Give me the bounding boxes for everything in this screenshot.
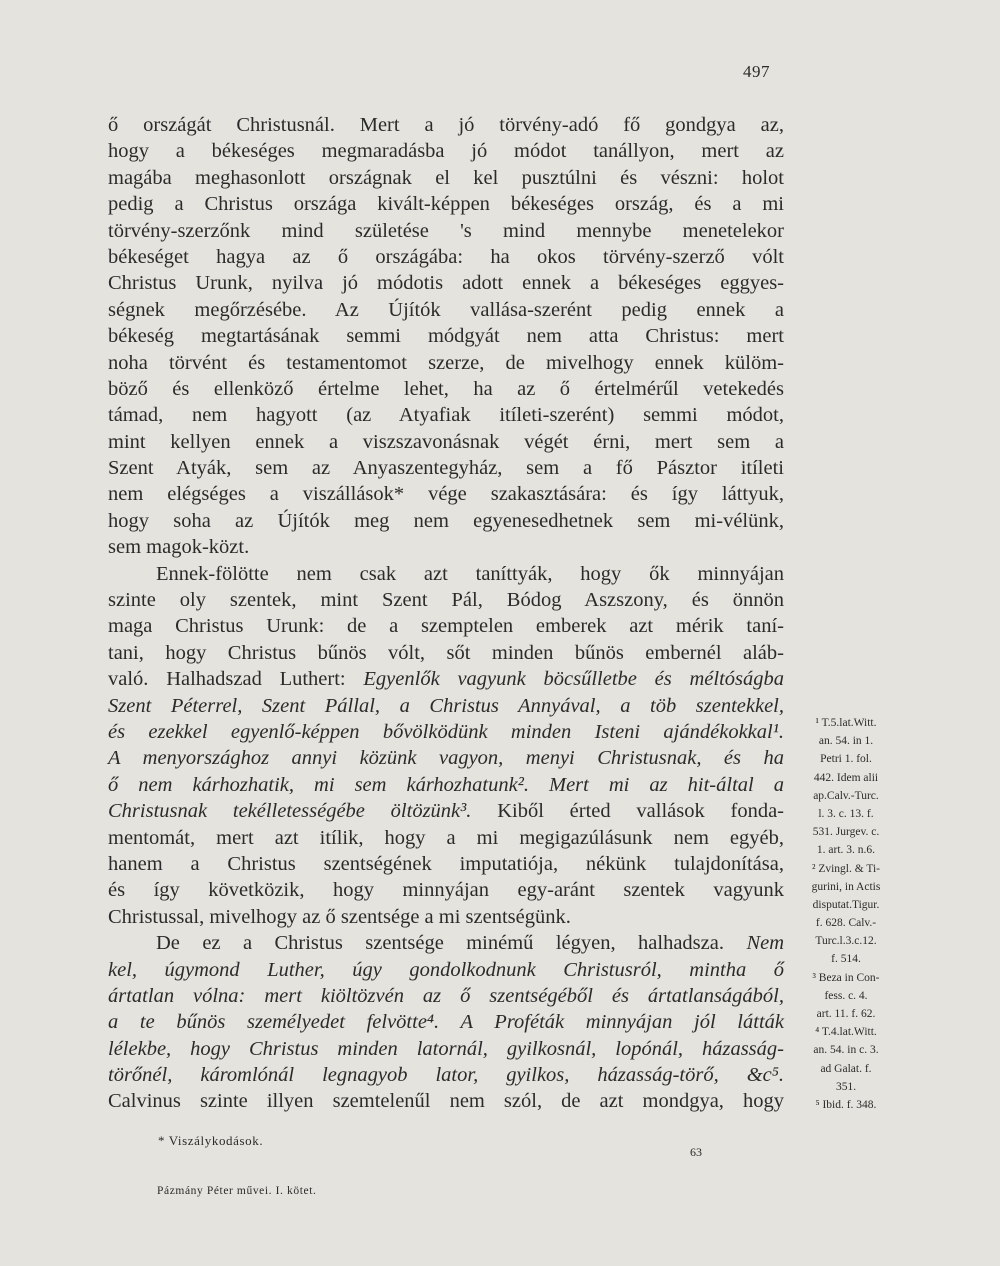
text-line-italic xyxy=(108,983,784,1009)
italic-quote: törőnél, káromlónál legnagyob lator, gyilkos, házasság-törő, &c⁵. xyxy=(108,1064,784,1087)
text-line: böző és ellenköző értelme lehet, ha az ő értelmérűl vetekedés xyxy=(108,377,784,400)
margin-note: fess. c. 4. xyxy=(824,989,868,1002)
margin-note: ⁵ Ibid. f. 348. xyxy=(815,1098,877,1111)
margin-notes xyxy=(787,714,905,1114)
italic-quote: Christusnak tekélletességébe öltözünk³. xyxy=(108,800,472,823)
text-line: Christussal, mivelhogy az ő szentsége a mi szentségünk. xyxy=(108,905,571,928)
italic-quote: ártatlan vólna: mert kiöltözvén az ő szentségéből és ártatlanságából, xyxy=(108,984,784,1007)
text-line: magába meghasonlott országnak el kel pusztúlni és vészni: holot xyxy=(108,166,784,189)
text-line-italic xyxy=(108,957,784,983)
footnote: * Viszálykodások. xyxy=(158,1133,264,1148)
page-number: 497 xyxy=(743,62,770,81)
margin-note: 351. xyxy=(835,1080,857,1093)
italic-quote: A menyországhoz annyi közünk vagyon, menyi Christusnak, és ha xyxy=(108,747,784,770)
italic-quote: a te bűnös személyedet felvötte⁴. A Proféták minnyájan jól látták xyxy=(108,1011,784,1034)
text-line: támad, nem hagyott (az Atyafiak itíleti-szerént) semmi módot, xyxy=(108,404,784,427)
text-segment: való. Halhadszad Luthert: xyxy=(108,668,346,691)
text-line-italic xyxy=(108,693,784,719)
margin-note: an. 54. in 1. xyxy=(818,735,874,748)
text-line: maga Christus Urunk: de a szemptelen emberek azt mérik taní- xyxy=(108,615,784,638)
margin-note: art. 11. f. 62. xyxy=(816,1008,876,1020)
text-line: ségnek megőrzésébe. Az Újítók vallása-szerént pedig ennek a xyxy=(108,298,784,321)
italic-quote: és ezekkel egyenlő-képpen bővölködünk minden Isteni ajándékokkal¹. xyxy=(108,720,784,743)
text-line: békeséget hagya az ő országába: ha okos törvény-szerző vólt xyxy=(108,245,784,268)
margin-note: f. 514. xyxy=(831,953,861,966)
margin-note: ³ Beza in Con- xyxy=(812,971,880,984)
margin-note: f. 628. Calv.- xyxy=(815,917,877,930)
text-line-mixed xyxy=(108,666,784,692)
text-line-italic xyxy=(108,1009,784,1035)
text-line: tani, hogy Christus bűnös vólt, sőt minden bűnös embernél aláb- xyxy=(108,641,784,664)
text-line: sem magok-közt. xyxy=(108,536,250,559)
text-line: pedig a Christus országa kivált-képpen békeséges ország, és a mi xyxy=(108,193,784,216)
text-line: szinte oly szentek, mint Szent Pál, Bódog Aszszony, és önnön xyxy=(108,589,784,612)
text-line: hanem a Christus szentségének imputatiója, nékünk tulajdonítása, xyxy=(108,852,784,875)
text-segment: De ez a Christus szentsége minémű légyen, halhadsza. xyxy=(156,932,724,955)
text-line-mixed xyxy=(108,930,784,956)
text-line: mentomát, mert azt itílik, hogy a mi megigazúlásunk nem egyéb, xyxy=(108,826,784,849)
text-line: Calvinus szinte illyen szemtelenűl nem szól, de azt mondgya, hogy xyxy=(108,1090,784,1113)
text-line: noha törvént és testamentomot szerze, de mivelhogy ennek külöm- xyxy=(108,351,784,374)
text-segment: Kiből érted vallások fonda- xyxy=(497,800,785,823)
italic-quote: Nem xyxy=(746,932,785,955)
margin-note: Turc.l.3.c.12. xyxy=(815,935,877,948)
text-line-italic xyxy=(108,745,784,771)
text-line: törvény-szerzőnk mind születése 's mind mennybe menetelekor xyxy=(108,219,784,242)
italic-quote: Szent Péterrel, Szent Pállal, a Christus Annyával, a töb szentekkel, xyxy=(108,694,784,717)
margin-note: ² Zvingl. & Ti- xyxy=(812,862,880,875)
text-line: nem elégséges a viszállások* vége szakasztására: és így láttyuk, xyxy=(108,483,784,506)
text-line-italic xyxy=(108,772,784,798)
text-line-mixed xyxy=(108,798,784,824)
text-line: Christus Urunk, nyilva jó módotis adott ennek a békeséges eggyes- xyxy=(108,272,784,295)
margin-note: gurini, in Actis xyxy=(811,880,881,893)
margin-note: disputat.Tigur. xyxy=(812,898,880,911)
main-text-block xyxy=(108,112,784,1115)
text-line: hogy a békeséges megmaradásba jó módot tanállyon, mert az xyxy=(108,140,784,163)
margin-note: 442. Idem alii xyxy=(813,771,879,784)
margin-note: 531. Jurgev. c. xyxy=(812,826,880,839)
italic-quote: lélekbe, hogy Christus minden latornál, gyilkosnál, lopónál, házasság- xyxy=(108,1037,784,1060)
margin-note: ¹ T.5.lat.Witt. xyxy=(815,717,877,729)
margin-note: ⁴ T.4.lat.Witt. xyxy=(815,1026,877,1039)
sheet-number: 63 xyxy=(690,1145,702,1159)
text-line: Ennek-fölötte nem csak azt taníttyák, hogy ők minnyájan xyxy=(156,562,784,585)
margin-note: ad Galat. f. xyxy=(820,1062,872,1075)
margin-note: 1. art. 3. n.6. xyxy=(816,844,876,857)
text-line: hogy soha az Újítók meg nem egyenesedhetnek sem mi-vélünk, xyxy=(108,509,784,532)
margin-note: Petri 1. fol. xyxy=(820,753,872,766)
margin-note: an. 54. in c. 3. xyxy=(813,1044,879,1057)
italic-quote: kel, úgymond Luther, úgy gondolkodnunk Christusról, mintha ő xyxy=(108,958,784,981)
italic-quote: ő nem kárhozhatik, mi sem kárhozhatunk². Mert mi az hit-által a xyxy=(108,773,784,796)
text-line-italic xyxy=(108,719,784,745)
italic-quote: Egyenlők vagyunk böcsűlletbe és méltóságba xyxy=(363,668,785,691)
margin-note: ap.Calv.-Turc. xyxy=(813,789,879,802)
text-line-italic xyxy=(108,1062,784,1088)
text-line: ő országát Christusnál. Mert a jó törvény-adó fő gondgya az, xyxy=(108,114,784,136)
text-line: és így követközik, hogy minnyájan egy-aránt szentek vagyunk xyxy=(108,879,784,902)
text-line-italic xyxy=(108,1036,784,1062)
text-line: mint kellyen ennek a viszszavonásnak végét érni, mert sem a xyxy=(108,430,784,453)
text-line: békeség megtartásának semmi módgyát nem atta Christus: mert xyxy=(108,325,784,348)
text-line: Szent Atyák, sem az Anyaszentegyház, sem a fő Pásztor itíleti xyxy=(108,457,784,480)
printer-signature: Pázmány Péter művei. I. kötet. xyxy=(157,1185,317,1197)
margin-note: l. 3. c. 13. f. xyxy=(818,807,874,820)
